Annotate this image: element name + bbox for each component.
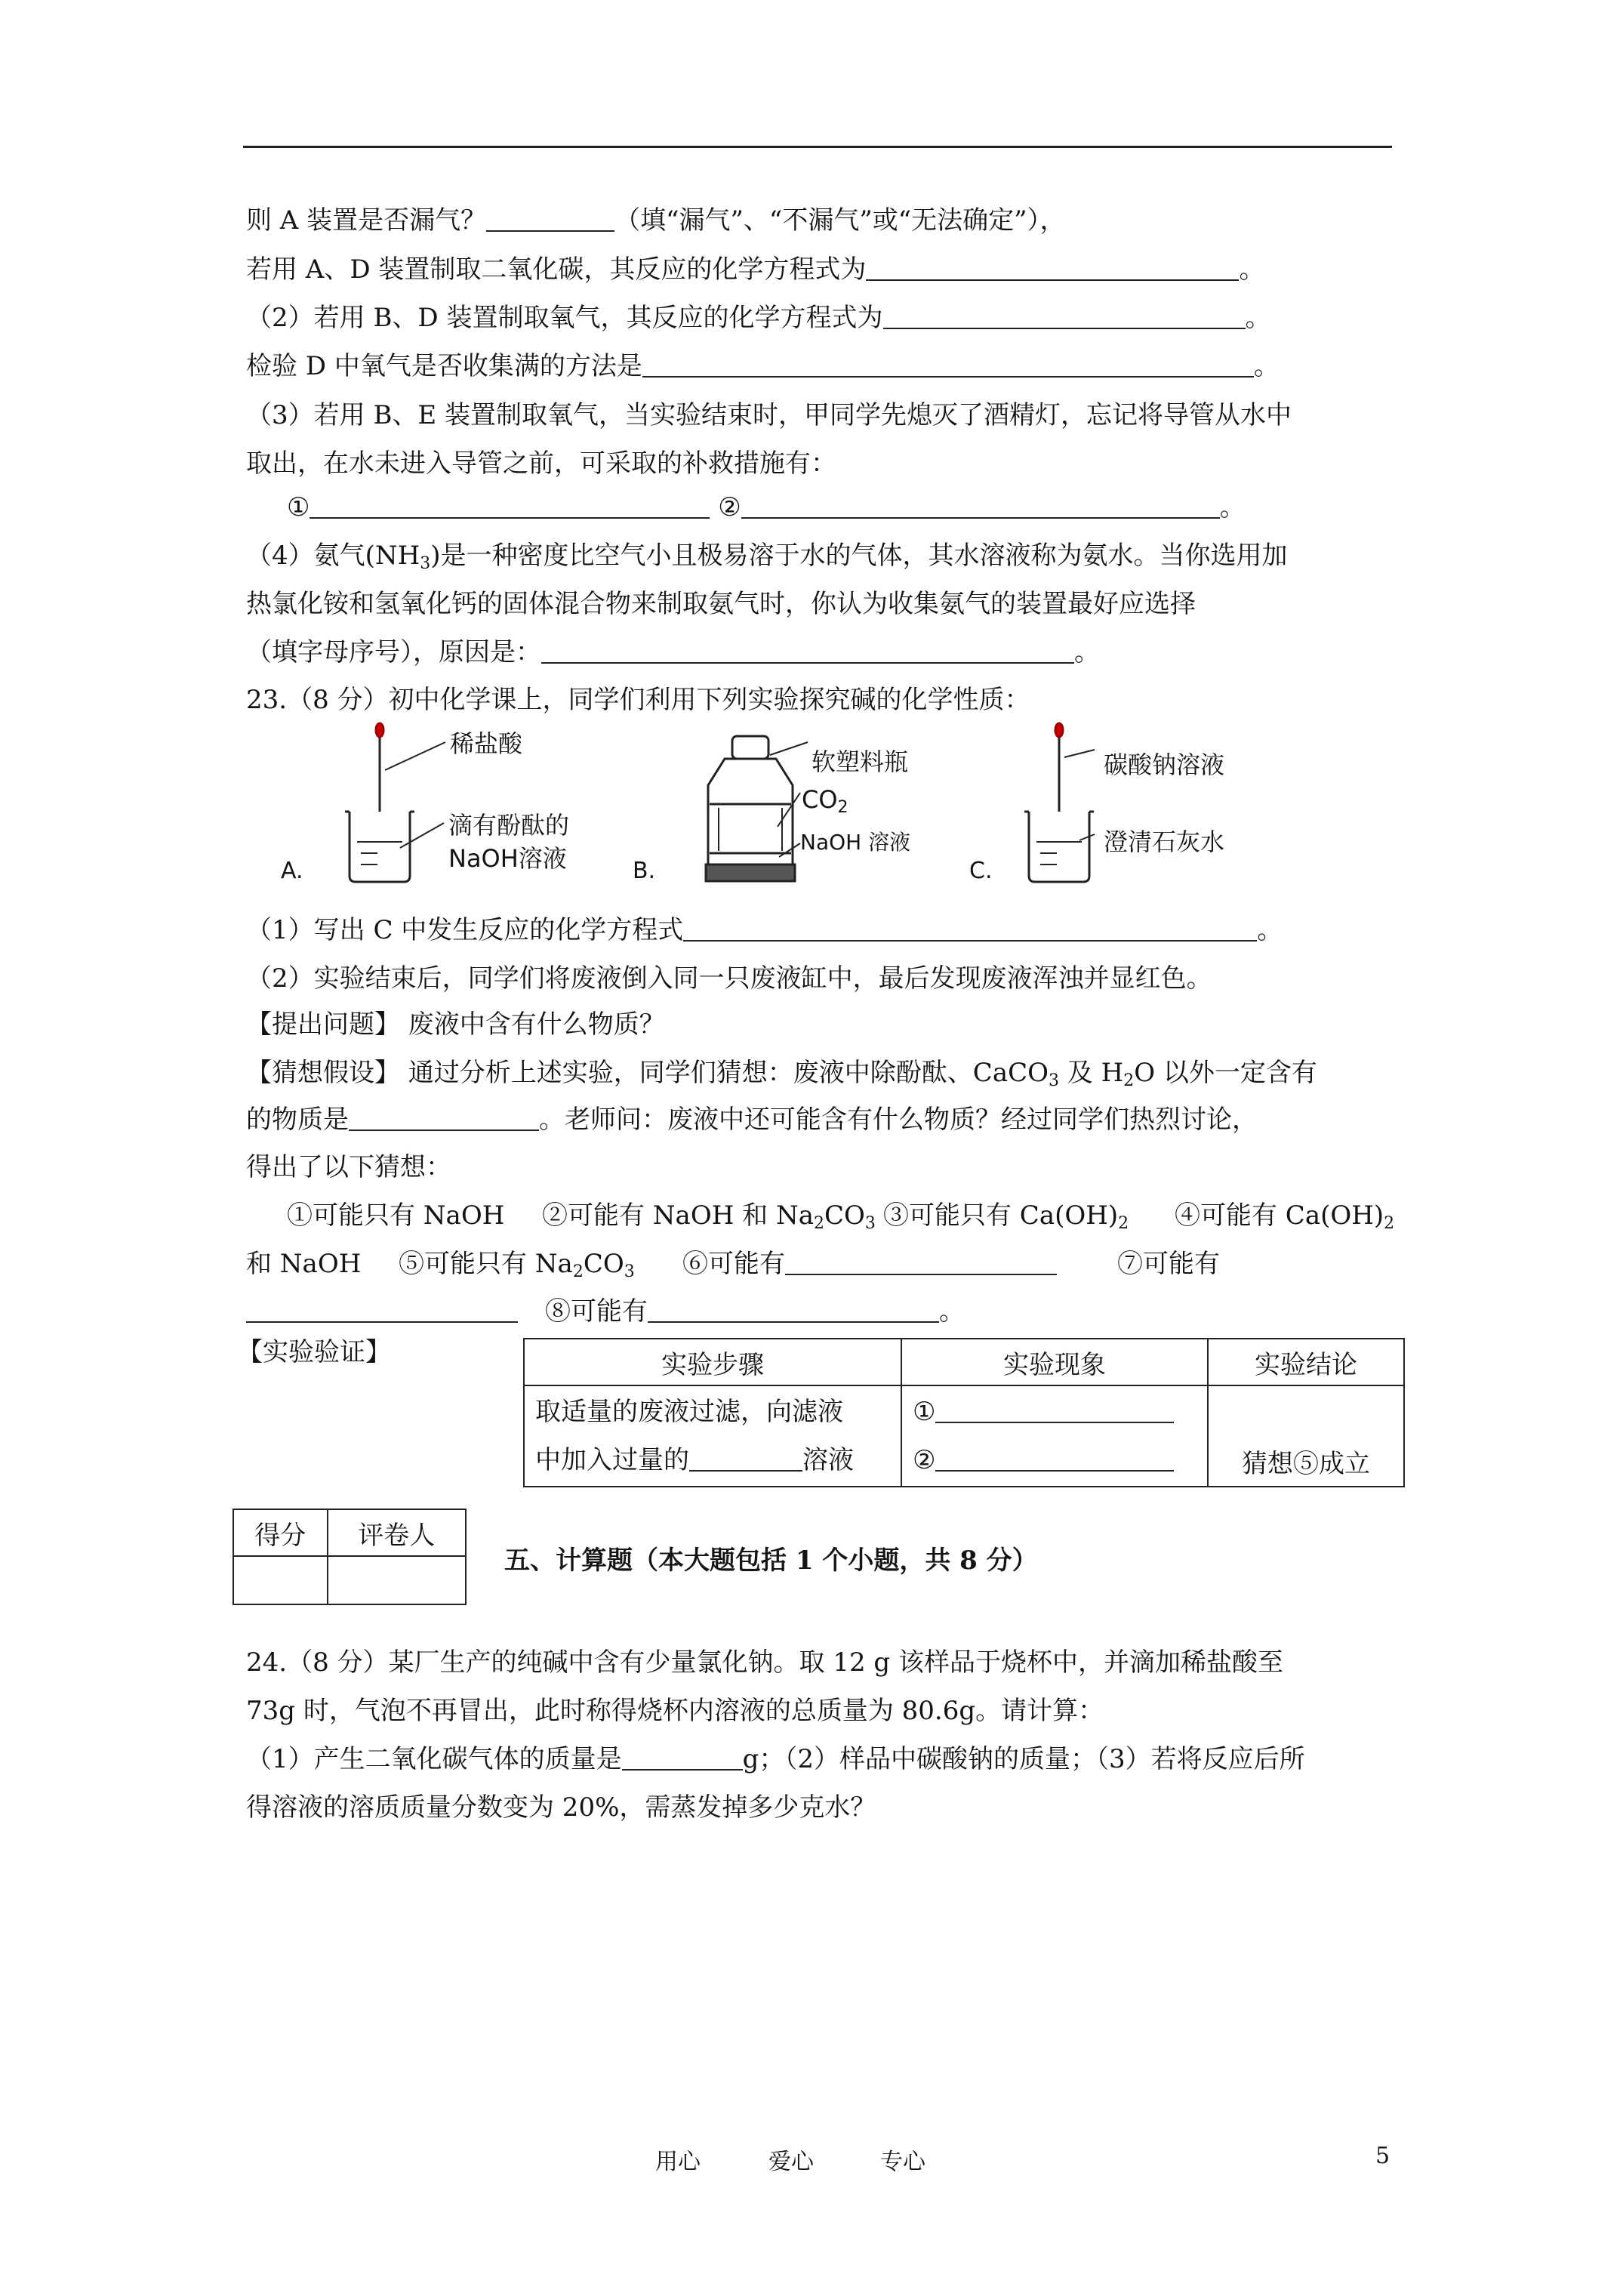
answer-blank[interactable]	[741, 492, 1220, 519]
guess-7-blank	[246, 1293, 518, 1330]
answer-blank[interactable]	[785, 1248, 1057, 1275]
guess-8: ⑧可能有 。	[545, 1296, 965, 1327]
label-b: B.	[633, 858, 656, 884]
guess-3: ③可能只有 $Ca(OH)_2$	[883, 1200, 1129, 1233]
section-title: 五、计算题（本大题包括 1 个小题，共 8 分）	[504, 1546, 1038, 1576]
answer-blank[interactable]	[883, 302, 1246, 329]
table-header: 实验结论	[1208, 1339, 1404, 1385]
step-cell: 取适量的废液过滤，向滤液 中加入过量的 溶液	[524, 1385, 901, 1487]
text-line: 【猜想假设】 通过分析上述实验，同学们猜想：废液中除酚酞、CaCO$_3$ 及 $H_2O$ 以外一定含有	[246, 1058, 1317, 1090]
text-line: 热氯化铵和氢氧化钙的固体混合物来制取氨气时，你认为收集氨气的装置最好应选择	[246, 589, 1196, 619]
text-line: 的物质是 。老师问：废液中还可能含有什么物质？经过同学们热烈讨论，	[246, 1105, 1258, 1135]
beaker-c-icon	[1024, 723, 1095, 882]
question-24: 24.（8 分）某厂生产的纯碱中含有少量氯化钠。取 12 g 该样品于烧杯中，并滴加稀盐酸至	[246, 1647, 1283, 1678]
label-limewater: 澄清石灰水	[1104, 827, 1225, 856]
score-label: 得分	[233, 1509, 328, 1556]
beaker-a-icon	[345, 723, 445, 882]
text-line: 若用 A、D 装置制取二氧化碳，其反应的化学方程式为 。	[246, 254, 1265, 285]
text-line: （1）写出 C 中发生反应的化学方程式 。	[246, 915, 1283, 945]
answer-blank[interactable]	[622, 1743, 743, 1771]
text-line: 取出，在水未进入导管之前，可采取的补救措施有：	[246, 448, 836, 479]
guess-5: ⑤可能只有 $Na_2CO_3$	[399, 1249, 635, 1281]
score-cell[interactable]	[233, 1556, 328, 1604]
header-rule	[243, 146, 1392, 148]
answer-blank[interactable]	[310, 492, 710, 519]
guess-2: ②可能有 NaOH 和 $Na_2CO_3$	[542, 1200, 876, 1233]
label-plastic-bottle: 软塑料瓶	[812, 747, 909, 776]
text-line: 73g 时，气泡不再冒出，此时称得烧杯内溶液的总质量为 80.6g。请计算：	[246, 1696, 1104, 1726]
answer-blank[interactable]	[689, 1444, 802, 1472]
table-header: 实验步骤	[524, 1339, 901, 1385]
experiment-verify-label: 【实验验证】	[237, 1337, 391, 1367]
answer-blank[interactable]	[541, 636, 1074, 664]
question-23: 23.（8 分）初中化学课上，同学们利用下列实验探究碱的化学性质：	[246, 685, 1030, 715]
text-line: （1）产生二氧化碳气体的质量是 g；（2）样品中碳酸钠的质量；（3）若将反应后所	[246, 1744, 1305, 1774]
text-line: （2）若用 B、D 装置制取氧气，其反应的化学方程式为 。	[246, 303, 1271, 333]
guess-4: ④可能有 $Ca(OH)_2$	[1175, 1200, 1395, 1233]
text-line: 检验 D 中氧气是否收集满的方法是 。	[246, 351, 1280, 381]
experiment-table	[523, 1338, 1405, 1487]
page-number: 5	[1375, 2143, 1390, 2169]
answer-blank[interactable]	[935, 1444, 1174, 1472]
text-line: （2）实验结束后，同学们将废液倒入同一只废液缸中，最后发现废液浑浊并显红色。	[246, 963, 1212, 994]
text-line: 得出了以下猜想：	[246, 1152, 451, 1182]
footer-text: 用心	[655, 2149, 701, 2175]
label-naoh-solution-b: NaOH 溶液	[800, 830, 911, 855]
label-phenolphthalein: 滴有酚酞的	[448, 811, 570, 840]
text-line: （4）氨气$(NH_3)$是一种密度比空气小且极易溶于水的气体，其水溶液称为氨水。当你选用加	[246, 541, 1288, 573]
score-table	[233, 1509, 467, 1605]
text-line: 得溶液的溶质质量分数变为 20%，需蒸发掉多少克水？	[246, 1792, 876, 1823]
label-co2: $CO_2$	[802, 785, 848, 817]
text-line: ① ② 。	[287, 492, 1246, 522]
answer-blank[interactable]	[642, 350, 1254, 378]
bottle-b-icon	[706, 736, 808, 881]
answer-blank[interactable]	[683, 914, 1257, 942]
guess-1: ①可能只有 NaOH	[287, 1200, 505, 1231]
footer-text: 爱心	[768, 2149, 814, 2175]
footer-text: 专心	[880, 2149, 925, 2175]
answer-blank[interactable]	[648, 1296, 939, 1323]
text-line: （3）若用 B、E 装置制取氧气，当实验结束时，甲同学先熄灭了酒精灯，忘记将导管从水中	[246, 400, 1292, 430]
guess-6: ⑥可能有	[682, 1246, 1057, 1282]
reviewer-label: 评卷人	[328, 1509, 466, 1556]
answer-blank[interactable]	[246, 1296, 518, 1323]
table-header: 实验现象	[901, 1339, 1208, 1385]
text-line: 【提出问题】 废液中含有什么物质？	[246, 1009, 665, 1040]
answer-blank[interactable]	[935, 1396, 1174, 1423]
answer-blank[interactable]	[866, 254, 1239, 281]
label-hydrochloric-acid: 稀盐酸	[450, 729, 523, 758]
answer-blank[interactable]	[349, 1104, 539, 1131]
guess-7: ⑦可能有	[1117, 1249, 1220, 1279]
label-naoh-solution: NaOH溶液	[448, 844, 567, 873]
observation-cell: ① ②	[901, 1385, 1208, 1487]
conclusion-cell: 猜想⑤成立	[1208, 1385, 1404, 1487]
reviewer-cell[interactable]	[328, 1556, 466, 1604]
label-sodium-carbonate: 碳酸钠溶液	[1104, 750, 1225, 779]
text-line: （填字母序号），原因是： 。	[246, 637, 1100, 667]
text-line: 则 A 装置是否漏气？ （填“漏气”、“不漏气”或“无法确定”），	[246, 205, 1066, 236]
label-c: C.	[969, 858, 993, 884]
guess-4-cont: 和 NaOH	[246, 1249, 362, 1279]
label-a: A.	[281, 858, 303, 884]
answer-blank[interactable]	[486, 205, 614, 232]
